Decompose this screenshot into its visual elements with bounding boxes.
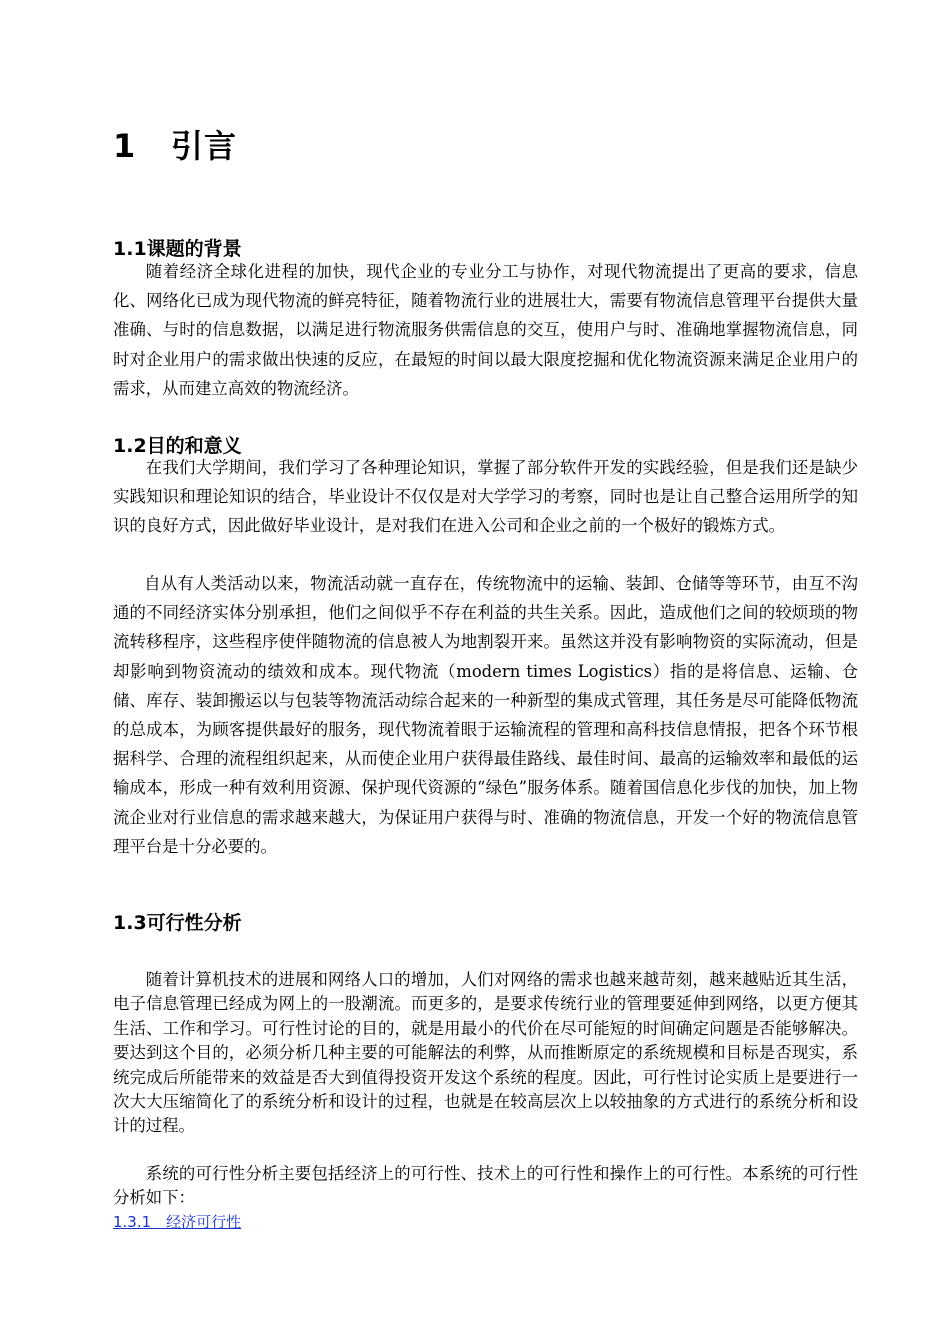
section-heading-purpose: 1.2目的和意义 bbox=[113, 435, 242, 457]
chapter-title bbox=[113, 122, 237, 170]
paragraph-background: 随着经济全球化进程的加快，现代企业的专业分工与协作，对现代物流提出了更高的要求，信息化、网络化已成为现代物流的鲜亮特征，随着物流行业的进展壮大，需要有物流信息管理平台提供大量准确、与时的信息数据，以满足进行物流服务供需信息的交互，使用户与时、准确地掌握物流信息，同时对企业用户的需求做出快速的反应，在最短的时间以最大限度挖掘和优化物流资源来满足企业用户的需求，从而建立高效的物流经济。 bbox=[113, 262, 858, 398]
section-heading-feasibility: 1.3可行性分析 bbox=[113, 912, 242, 934]
paragraph-feasibility-1: 随着计算机技术的进展和网络人口的增加，人们对网络的需求也越来越苛刻，越来越贴近其生活，电子信息管理已经成为网上的一股潮流。而更多的，是要求传统行业的管理要延伸到网络，以更方便其生活、工作和学习。可行性讨论的目的，就是用最小的代价在尽可能短的时间确定问题是否能够解决。要达到这个目的，必须分析几种主要的可能解法的利弊，从而推断原定的系统规模和目标是否现实，系统完成后所能带来的效益是否大到值得投资开发这个系统的程度。因此，可行性讨论实质上是要进行一次大大压缩简化了的系统分析和设计的过程，也就是在较高层次上以较抽象的方式进行的系统分析和设计的过程。 bbox=[113, 970, 858, 1136]
paragraph-purpose-1: 在我们大学期间，我们学习了各种理论知识，掌握了部分软件开发的实践经验，但是我们还是缺少实践知识和理论知识的结合，毕业设计不仅仅是对大学学习的考察，同时也是让自己整合运用所学的知识的良好方式，因此做好毕业设计，是对我们在进入公司和企业之前的一个极好的锻炼方式。 bbox=[113, 458, 858, 536]
chapter-number: 1 bbox=[113, 127, 137, 165]
chapter-title-text: 引言 bbox=[171, 127, 238, 165]
section-heading-background: 1.1课题的背景 bbox=[113, 238, 242, 260]
toc-link-economic-feasibility[interactable]: 1.3.1 经济可行性 bbox=[113, 1213, 242, 1231]
paragraph-feasibility-2: 系统的可行性分析主要包括经济上的可行性、技术上的可行性和操作上的可行性。本系统的可行性分析如下： bbox=[113, 1164, 858, 1208]
paragraph-purpose-2: 自从有人类活动以来，物流活动就一直存在，传统物流中的运输、装卸、仓储等等环节，由互不沟通的不同经济实体分别承担，他们之间似乎不存在利益的共生关系。因此，造成他们之间的较烦琐的物流转移程序，这些程序使伴随物流的信息被人为地割裂开来。虽然这并没有影响物资的实际流动，但是却影响到物资流动的绩效和成本。现代物流（modern times Logistics）指的是将信息、运输、仓储、库存、装卸搬运以与包装等物流活动综合起来的一种新型的集成式管理，其任务是尽可能降低物流的总成本，为顾客提供最好的服务，现代物流着眼于运输流程的管理和高科技信息情报，把各个环节根据科学、合理的流程组织起来，从而使企业用户获得最佳路线、最佳时间、最高的运输效率和最低的运输成本，形成一种有效利用资源、保护现代资源的“绿色”服务体系。随着国信息化步伐的加快，加上物流企业对行业信息的需求越来越大，为保证用户获得与时、准确的物流信息，开发一个好的物流信息管理平台是十分必要的。 bbox=[113, 574, 858, 856]
